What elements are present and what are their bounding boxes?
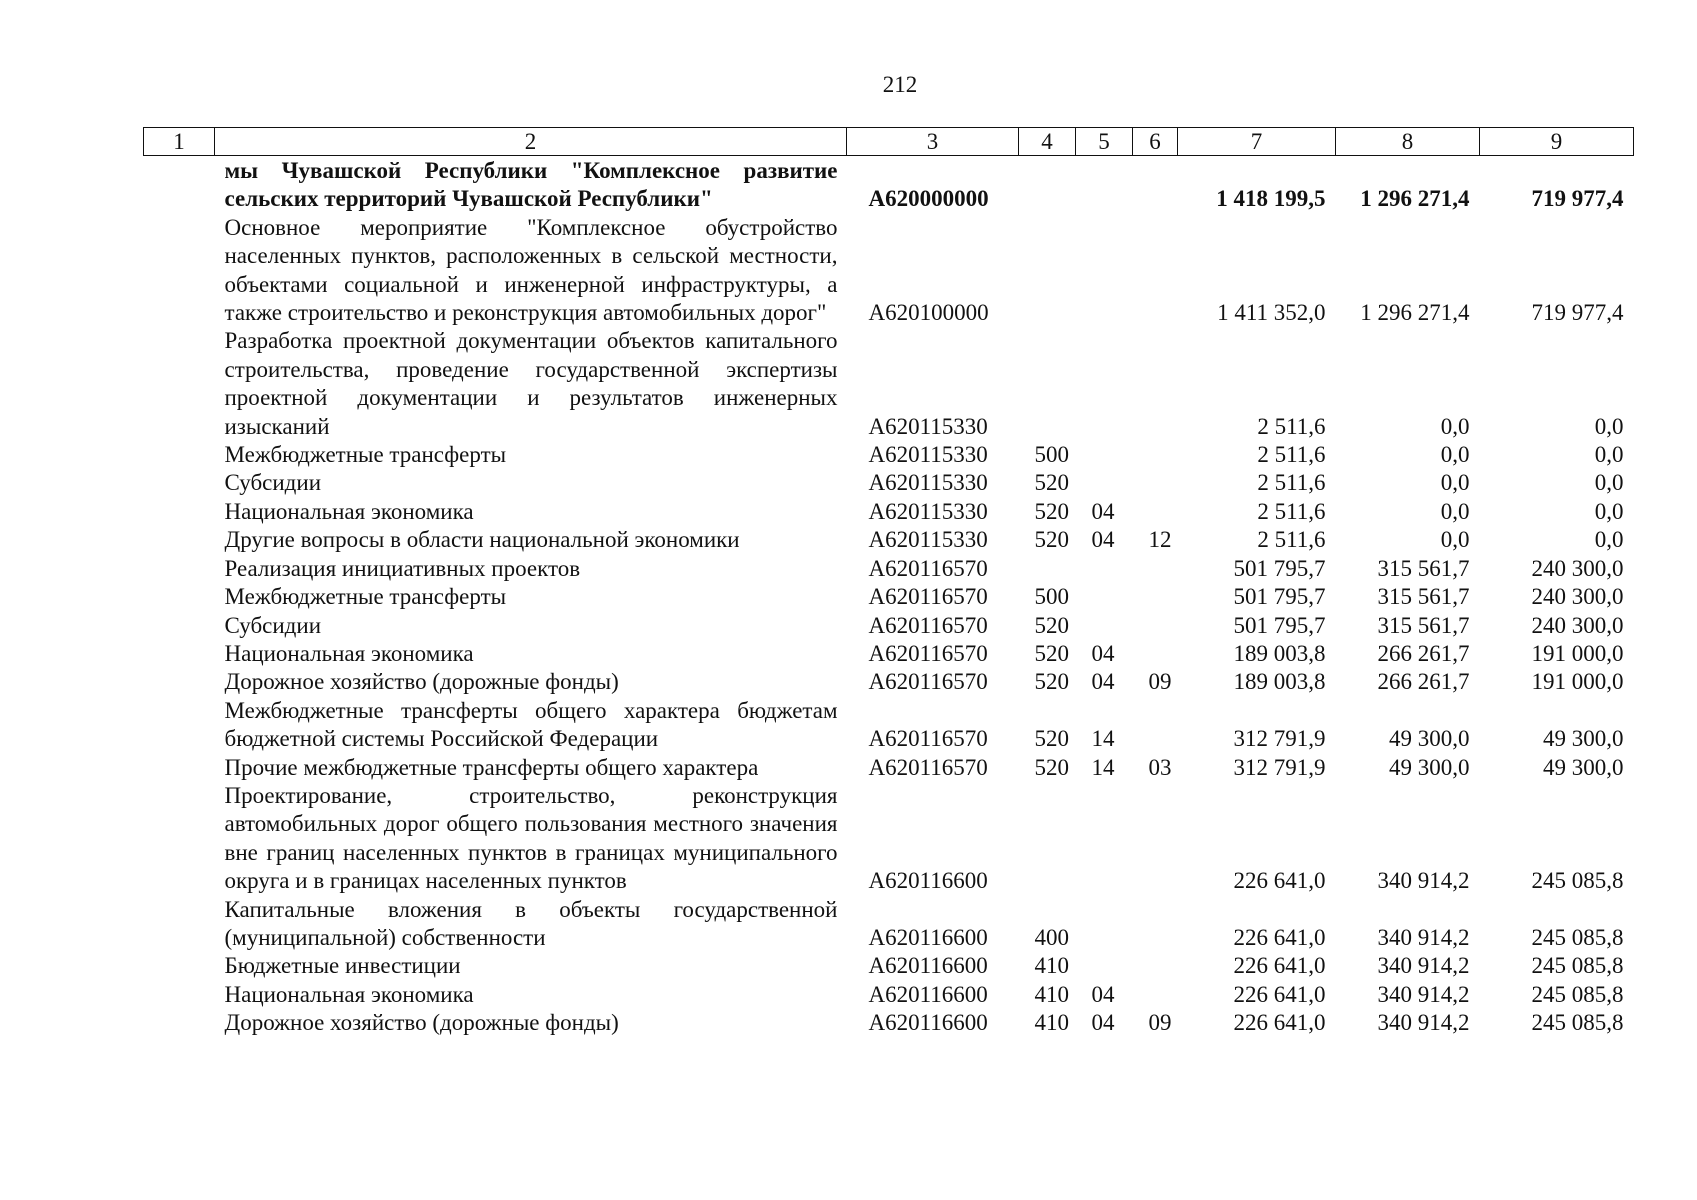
row-name: Дорожное хозяйство (дорожные фонды) <box>224 669 619 695</box>
row-section <box>1076 896 1133 953</box>
row-code: А620116570 <box>868 584 988 610</box>
row-subsection <box>1133 156 1178 214</box>
row-amount-col7: 501 795,7 <box>1233 612 1326 638</box>
table-row <box>144 583 1634 611</box>
row-amount-col9: 0,0 <box>1594 527 1624 553</box>
table-row <box>144 981 1634 1009</box>
row-number-cell <box>144 782 215 896</box>
row-number-cell <box>144 697 215 754</box>
column-header-1: 1 <box>144 128 215 156</box>
row-amount-col7: 2 511,6 <box>1257 413 1326 439</box>
row-amount-col8: 266 261,7 <box>1377 669 1470 695</box>
row-name: Национальная экономика <box>224 498 474 524</box>
row-code: А620115330 <box>868 527 988 553</box>
row-subsection: 03 <box>1148 754 1172 780</box>
row-amount-col7: 189 003,8 <box>1233 669 1326 695</box>
row-amount-col7: 2 511,6 <box>1257 527 1326 553</box>
row-name: мы Чувашской Республики "Комплексное развитие сельских территорий Чувашской Республики" <box>224 158 838 212</box>
row-expense-type: 520 <box>1034 612 1069 638</box>
row-code: А620116570 <box>868 669 988 695</box>
row-amount-col9: 0,0 <box>1594 413 1624 439</box>
row-number-cell <box>144 327 215 441</box>
table-row <box>144 697 1634 754</box>
row-name: Субсидии <box>224 470 322 496</box>
table-row <box>144 214 1634 328</box>
row-expense-type: 520 <box>1034 640 1069 666</box>
row-name: Проектирование, строительство, реконструкция автомобильных дорог общего пользования местного значения вне границ населенных пунктов в границах муниципального округа и в границах населенных пунктов <box>224 782 838 894</box>
row-number-cell <box>144 640 215 668</box>
row-subsection <box>1133 697 1178 754</box>
row-amount-col7: 2 511,6 <box>1257 498 1326 524</box>
row-number-cell <box>144 555 215 583</box>
row-code: А620116570 <box>868 555 988 581</box>
row-expense-type: 520 <box>1034 754 1069 780</box>
row-amount-col7: 1 418 199,5 <box>1216 186 1326 212</box>
row-amount-col8: 49 300,0 <box>1389 726 1470 752</box>
budget-table-container <box>143 127 1633 1038</box>
row-amount-col8: 340 914,2 <box>1377 953 1470 979</box>
row-amount-col9: 49 300,0 <box>1543 754 1624 780</box>
row-expense-type <box>1019 555 1076 583</box>
budget-table <box>143 127 1634 1038</box>
row-section: 04 <box>1091 527 1115 553</box>
row-section: 04 <box>1091 981 1115 1007</box>
row-number-cell <box>144 981 215 1009</box>
row-number-cell <box>144 214 215 328</box>
table-body <box>144 156 1634 1038</box>
table-row <box>144 668 1634 696</box>
table-row <box>144 754 1634 782</box>
column-number-header <box>144 128 1634 156</box>
row-amount-col8: 340 914,2 <box>1377 981 1470 1007</box>
row-amount-col7: 312 791,9 <box>1233 754 1326 780</box>
row-section <box>1076 469 1133 497</box>
row-section: 04 <box>1091 498 1115 524</box>
row-expense-type <box>1019 214 1076 328</box>
row-subsection <box>1133 640 1178 668</box>
row-subsection <box>1133 981 1178 1009</box>
row-expense-type: 520 <box>1034 527 1069 553</box>
column-header-6: 6 <box>1133 128 1178 156</box>
table-row <box>144 327 1634 441</box>
row-amount-col8: 340 914,2 <box>1377 868 1470 894</box>
row-amount-col8: 1 296 271,4 <box>1360 186 1470 212</box>
row-expense-type: 520 <box>1034 498 1069 524</box>
row-subsection <box>1133 555 1178 583</box>
row-code: А620000000 <box>868 186 989 212</box>
table-row <box>144 469 1634 497</box>
row-name: Межбюджетные трансферты <box>224 584 507 610</box>
row-number-cell <box>144 952 215 980</box>
row-amount-col8: 0,0 <box>1440 442 1470 468</box>
row-number-cell <box>144 441 215 469</box>
row-amount-col7: 189 003,8 <box>1233 640 1326 666</box>
table-row <box>144 612 1634 640</box>
row-amount-col8: 315 561,7 <box>1377 612 1470 638</box>
column-header-5: 5 <box>1076 128 1133 156</box>
row-expense-type: 500 <box>1034 442 1069 468</box>
row-amount-col8: 0,0 <box>1440 527 1470 553</box>
row-section <box>1076 327 1133 441</box>
row-section: 14 <box>1091 726 1115 752</box>
row-name: Межбюджетные трансферты общего характера бюджетам бюджетной системы Российской Федерации <box>224 697 838 752</box>
table-row <box>144 498 1634 526</box>
row-name: Субсидии <box>224 612 322 638</box>
row-expense-type: 520 <box>1034 726 1069 752</box>
row-expense-type <box>1019 782 1076 896</box>
row-code: А620116600 <box>868 981 988 1007</box>
row-section: 04 <box>1091 640 1115 666</box>
page-number: 212 <box>882 72 918 97</box>
row-code: А620116600 <box>868 868 988 894</box>
row-expense-type: 410 <box>1034 953 1069 979</box>
row-amount-col9: 245 085,8 <box>1531 1010 1624 1036</box>
row-amount-col7: 1 411 352,0 <box>1217 300 1326 326</box>
table-row <box>144 640 1634 668</box>
row-section: 04 <box>1091 1010 1115 1036</box>
row-name: Другие вопросы в области национальной экономики <box>224 527 740 553</box>
row-number-cell <box>144 612 215 640</box>
row-expense-type <box>1019 327 1076 441</box>
row-expense-type: 400 <box>1034 924 1069 950</box>
row-code: А620115330 <box>868 470 988 496</box>
column-header-8: 8 <box>1336 128 1480 156</box>
row-code: А620115330 <box>868 442 988 468</box>
table-row <box>144 1009 1634 1037</box>
row-number-cell <box>144 583 215 611</box>
row-expense-type: 410 <box>1034 1010 1069 1036</box>
row-amount-col9: 0,0 <box>1594 442 1624 468</box>
row-section <box>1076 441 1133 469</box>
row-amount-col7: 226 641,0 <box>1233 1010 1326 1036</box>
row-amount-col8: 315 561,7 <box>1377 584 1470 610</box>
table-row <box>144 782 1634 896</box>
row-amount-col8: 0,0 <box>1440 470 1470 496</box>
column-header-9: 9 <box>1480 128 1634 156</box>
row-section <box>1076 612 1133 640</box>
row-amount-col8: 1 296 271,4 <box>1360 300 1470 326</box>
row-name: Разработка проектной документации объектов капитального строительства, проведение государственной экспертизы проектной документации и результатов инженерных изысканий <box>224 328 838 439</box>
column-header-2: 2 <box>215 128 847 156</box>
row-section <box>1076 555 1133 583</box>
row-section <box>1076 952 1133 980</box>
row-code: А620115330 <box>868 498 988 524</box>
column-header-3: 3 <box>847 128 1019 156</box>
row-number-cell <box>144 754 215 782</box>
table-row <box>144 555 1634 583</box>
row-subsection <box>1133 782 1178 896</box>
row-amount-col9: 719 977,4 <box>1531 186 1624 212</box>
row-amount-col7: 312 791,9 <box>1233 726 1326 752</box>
row-code: А620116570 <box>868 726 988 752</box>
row-section <box>1076 782 1133 896</box>
row-section <box>1076 583 1133 611</box>
row-name: Национальная экономика <box>224 640 474 666</box>
row-amount-col9: 245 085,8 <box>1531 924 1624 950</box>
row-name: Национальная экономика <box>224 981 474 1007</box>
row-amount-col9: 245 085,8 <box>1531 981 1624 1007</box>
row-amount-col9: 0,0 <box>1594 498 1624 524</box>
row-amount-col9: 0,0 <box>1594 470 1624 496</box>
row-subsection <box>1133 498 1178 526</box>
row-name: Межбюджетные трансферты <box>224 442 507 468</box>
row-amount-col8: 266 261,7 <box>1377 640 1470 666</box>
row-name: Основное мероприятие "Комплексное обустройство населенных пунктов, расположенных в сельской местности, объектами социальной и инженерной инфраструктуры, а также строительство и реконструкция автомобильных дорог" <box>224 214 838 326</box>
row-amount-col9: 245 085,8 <box>1531 868 1624 894</box>
column-header-7: 7 <box>1178 128 1336 156</box>
row-subsection: 09 <box>1148 1010 1172 1036</box>
row-amount-col9: 719 977,4 <box>1531 300 1624 326</box>
row-code: А620116570 <box>868 754 988 780</box>
row-code: А620116600 <box>868 924 988 950</box>
row-number-cell <box>144 498 215 526</box>
row-amount-col9: 240 300,0 <box>1531 612 1624 638</box>
row-subsection <box>1133 612 1178 640</box>
row-amount-col7: 2 511,6 <box>1257 470 1326 496</box>
row-section <box>1076 156 1133 214</box>
row-section <box>1076 214 1133 328</box>
row-name: Реализация инициативных проектов <box>224 555 581 581</box>
row-subsection <box>1133 952 1178 980</box>
row-expense-type: 500 <box>1034 584 1069 610</box>
row-section: 14 <box>1091 754 1115 780</box>
row-name: Прочие межбюджетные трансферты общего характера <box>224 754 759 780</box>
table-row <box>144 526 1634 554</box>
row-amount-col7: 226 641,0 <box>1233 868 1326 894</box>
row-number-cell <box>144 156 215 214</box>
row-amount-col8: 315 561,7 <box>1377 555 1470 581</box>
row-amount-col9: 191 000,0 <box>1531 669 1624 695</box>
row-amount-col8: 49 300,0 <box>1389 754 1470 780</box>
row-amount-col9: 240 300,0 <box>1531 555 1624 581</box>
row-number-cell <box>144 668 215 696</box>
row-code: А620116570 <box>868 640 988 666</box>
row-amount-col9: 191 000,0 <box>1531 640 1624 666</box>
row-expense-type <box>1019 156 1076 214</box>
row-expense-type: 520 <box>1034 470 1069 496</box>
row-code: А620100000 <box>868 300 989 326</box>
row-subsection <box>1133 583 1178 611</box>
row-amount-col9: 49 300,0 <box>1543 726 1624 752</box>
column-header-4: 4 <box>1019 128 1076 156</box>
row-amount-col9: 245 085,8 <box>1531 953 1624 979</box>
row-subsection <box>1133 469 1178 497</box>
row-expense-type: 520 <box>1034 669 1069 695</box>
row-amount-col7: 226 641,0 <box>1233 924 1326 950</box>
row-number-cell <box>144 896 215 953</box>
row-subsection: 09 <box>1148 669 1172 695</box>
row-number-cell <box>144 1009 215 1037</box>
table-row <box>144 441 1634 469</box>
row-code: А620115330 <box>868 413 988 439</box>
row-section: 04 <box>1091 669 1115 695</box>
row-subsection <box>1133 441 1178 469</box>
row-amount-col8: 0,0 <box>1440 413 1470 439</box>
table-row <box>144 896 1634 953</box>
row-amount-col9: 240 300,0 <box>1531 584 1624 610</box>
row-amount-col7: 501 795,7 <box>1233 584 1326 610</box>
table-row <box>144 156 1634 214</box>
row-code: А620116600 <box>868 1010 988 1036</box>
row-amount-col8: 340 914,2 <box>1377 924 1470 950</box>
row-subsection: 12 <box>1148 527 1172 553</box>
row-expense-type: 410 <box>1034 981 1069 1007</box>
row-subsection <box>1133 214 1178 328</box>
row-subsection <box>1133 327 1178 441</box>
row-amount-col7: 226 641,0 <box>1233 953 1326 979</box>
row-name: Капитальные вложения в объекты государственной (муниципальной) собственности <box>224 896 838 950</box>
row-amount-col7: 501 795,7 <box>1233 555 1326 581</box>
row-amount-col7: 2 511,6 <box>1257 442 1326 468</box>
row-name: Бюджетные инвестиции <box>224 953 461 979</box>
row-code: А620116600 <box>868 953 988 979</box>
row-number-cell <box>144 469 215 497</box>
row-amount-col8: 0,0 <box>1440 498 1470 524</box>
row-name: Дорожное хозяйство (дорожные фонды) <box>224 1010 619 1036</box>
row-code: А620116570 <box>868 612 988 638</box>
row-amount-col8: 340 914,2 <box>1377 1010 1470 1036</box>
row-number-cell <box>144 526 215 554</box>
row-subsection <box>1133 896 1178 953</box>
table-row <box>144 952 1634 980</box>
row-amount-col7: 226 641,0 <box>1233 981 1326 1007</box>
